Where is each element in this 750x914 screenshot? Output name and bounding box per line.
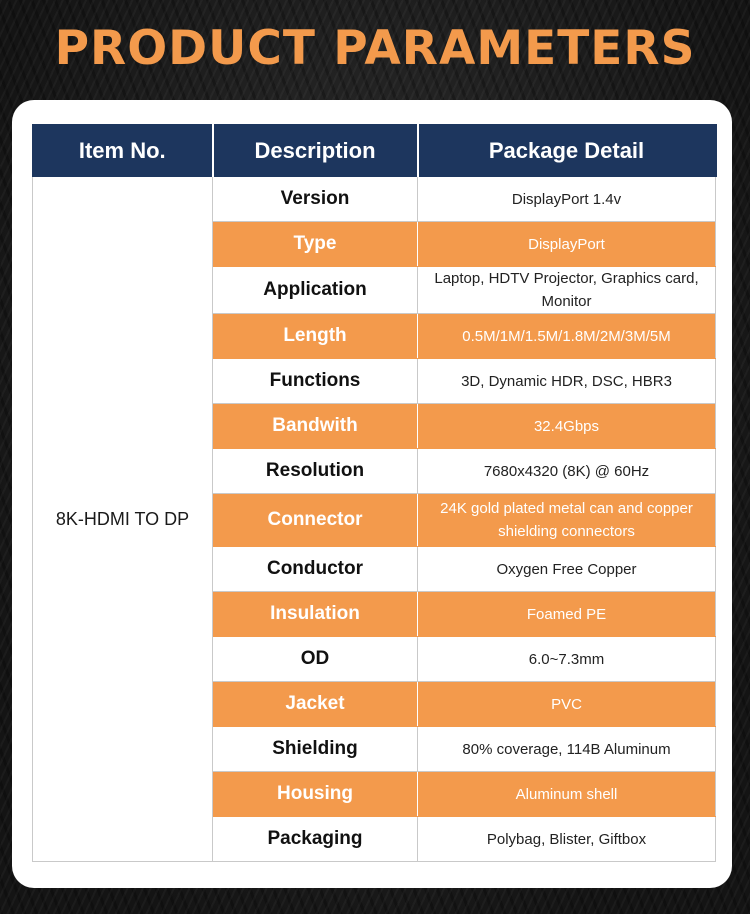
package-detail-cell: Foamed PE [418, 592, 716, 637]
header-package-detail: Package Detail [418, 125, 716, 177]
description-cell: Resolution [213, 449, 418, 494]
package-detail-cell: DisplayPort [418, 222, 716, 267]
description-cell: Bandwith [213, 404, 418, 449]
package-detail-cell: 0.5M/1M/1.5M/1.8M/2M/3M/5M [418, 314, 716, 359]
description-cell: Length [213, 314, 418, 359]
package-detail-cell: 24K gold plated metal can and copper shielding connectors [418, 494, 716, 547]
parameters-table [32, 124, 717, 862]
parameters-card [12, 100, 732, 888]
description-cell: Packaging [213, 817, 418, 862]
package-detail-cell: Laptop, HDTV Projector, Graphics card, Monitor [418, 267, 716, 314]
package-detail-cell: 6.0~7.3mm [418, 637, 716, 682]
item-number-cell: 8K-HDMI TO DP [33, 177, 213, 862]
description-cell: Shielding [213, 727, 418, 772]
package-detail-cell: 32.4Gbps [418, 404, 716, 449]
package-detail-cell: Polybag, Blister, Giftbox [418, 817, 716, 862]
description-cell: Insulation [213, 592, 418, 637]
package-detail-cell: 80% coverage, 114B Aluminum [418, 727, 716, 772]
description-cell: Functions [213, 359, 418, 404]
table-header-row [33, 125, 716, 177]
description-cell: Conductor [213, 547, 418, 592]
table-row [33, 177, 716, 222]
package-detail-cell: 3D, Dynamic HDR, DSC, HBR3 [418, 359, 716, 404]
header-item-no: Item No. [33, 125, 213, 177]
header-description: Description [213, 125, 418, 177]
package-detail-cell: Aluminum shell [418, 772, 716, 817]
page-title: PRODUCT PARAMETERS [54, 21, 696, 76]
package-detail-cell: 7680x4320 (8K) @ 60Hz [418, 449, 716, 494]
package-detail-cell: Oxygen Free Copper [418, 547, 716, 592]
description-cell: Housing [213, 772, 418, 817]
description-cell: Jacket [213, 682, 418, 727]
description-cell: Connector [213, 494, 418, 547]
description-cell: OD [213, 637, 418, 682]
description-cell: Type [213, 222, 418, 267]
description-cell: Application [213, 267, 418, 314]
description-cell: Version [213, 177, 418, 222]
package-detail-cell: DisplayPort 1.4v [418, 177, 716, 222]
table-body [33, 177, 716, 862]
package-detail-cell: PVC [418, 682, 716, 727]
